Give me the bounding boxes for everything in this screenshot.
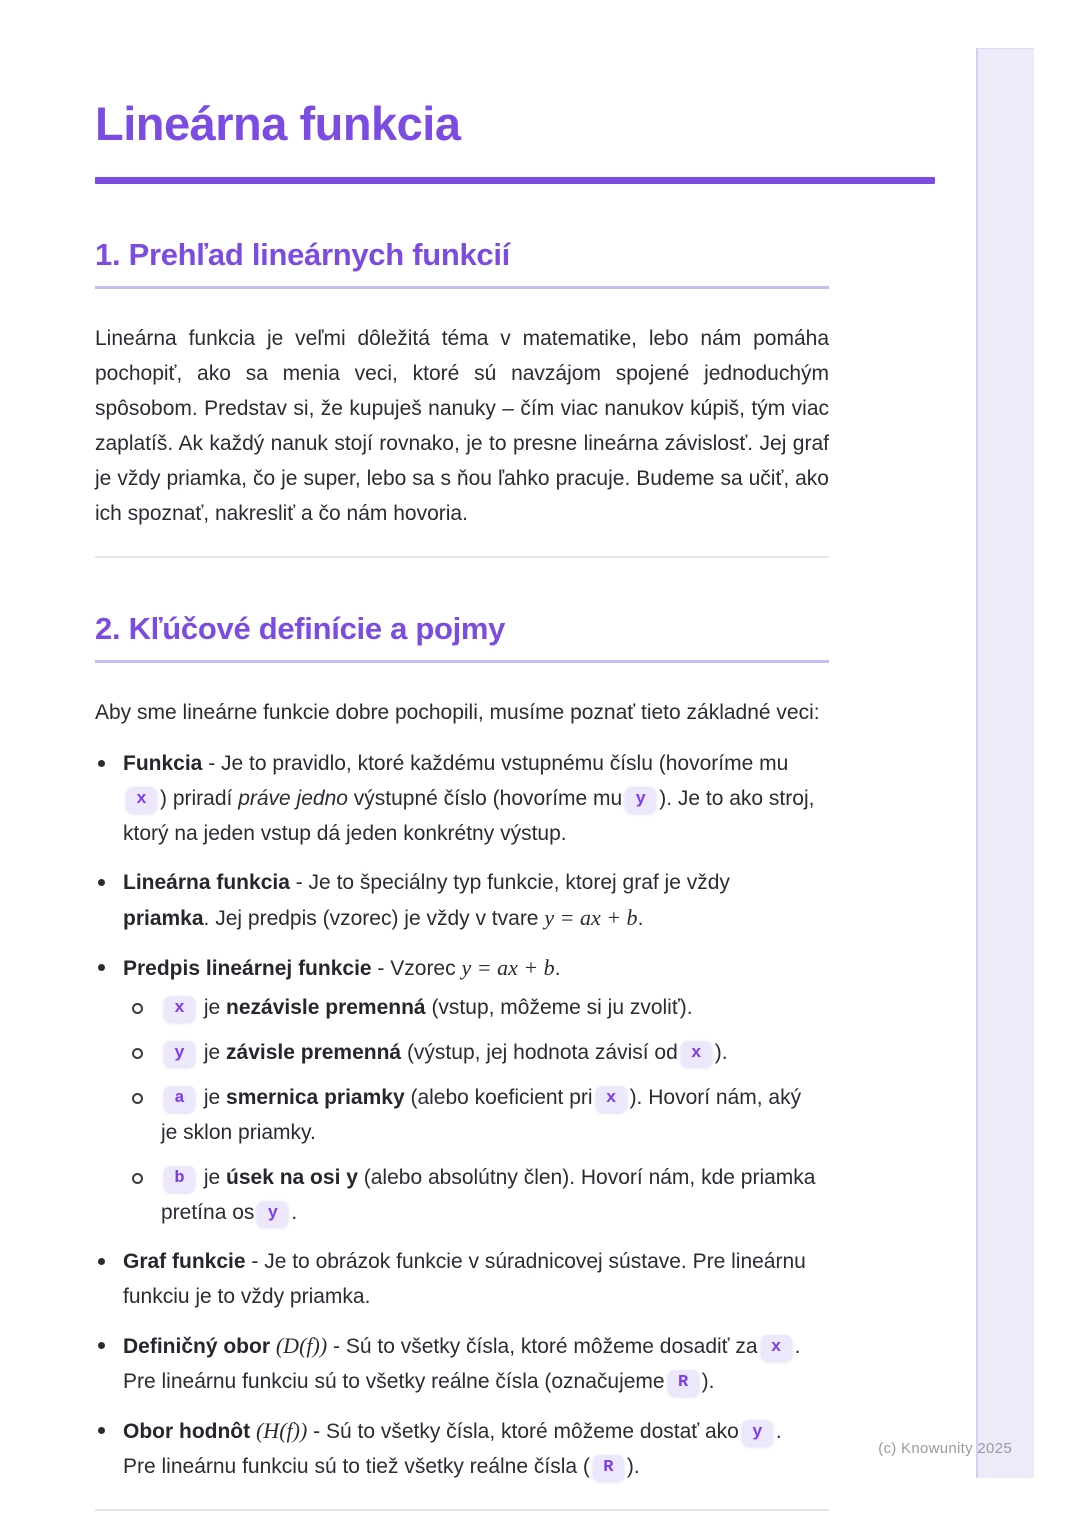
inline-code-badge: y — [257, 1201, 288, 1227]
bold-term: Obor hodnôt — [123, 1420, 251, 1443]
text-run: . Pre lineárnu funkciu sú to tiež všetky reálne čísla ( — [123, 1420, 782, 1478]
inline-code-badge: x — [126, 787, 157, 813]
text-run: (výstup, jej hodnota závisí od — [401, 1041, 678, 1064]
text-run: ). — [626, 1455, 640, 1478]
inline-code-badge: x — [681, 1041, 712, 1067]
bold-term: Lineárna funkcia — [123, 871, 290, 894]
text-run: . — [291, 1201, 298, 1224]
text-run: je — [198, 1166, 227, 1189]
inline-code-badge: R — [668, 1370, 699, 1396]
text-run: je — [198, 1086, 227, 1109]
list-item — [95, 1244, 819, 1314]
bottom-divider — [95, 1509, 829, 1511]
bold-term: smernica priamky — [226, 1086, 405, 1109]
math-formula: (H(f)) — [255, 1418, 308, 1443]
inline-code-badge: y — [164, 1041, 195, 1067]
definitions-list — [95, 746, 819, 1484]
overview-paragraph: Lineárna funkcia je veľmi dôležitá téma v matematike, lebo nám pomáha pochopiť, ako sa menia veci, ktoré sú navzájom spojené jednoduchým spôsobom. Predstav si, že kupuješ nanuky – čím viac nanukov kúpiš, tým viac zaplatíš. Ak každý nanuk stojí rovnako, je to presne lineárna závislosť. Jej graf je vždy priamka, čo je super, lebo sa s ňou ľahko pracuje. Budeme sa učiť, ako ich spoznať, nakresliť a čo nám hovoria. — [95, 327, 829, 525]
definitions-intro: Aby sme lineárne funkcie dobre pochopili, musíme poznať tieto základné veci: — [95, 701, 820, 724]
sub-list — [123, 990, 819, 1230]
text-run: . Pre lineárnu funkciu sú to všetky reálne čísla (označujeme — [123, 1335, 801, 1393]
section-overview — [95, 236, 940, 558]
bold-term: závisle premenná — [226, 1041, 402, 1064]
text-run: . — [637, 907, 644, 930]
math-formula: y = ax + b — [461, 955, 555, 980]
list-item — [123, 1080, 819, 1150]
inline-code-badge: y — [742, 1420, 773, 1446]
section-heading: 1. Prehľad lineárnych funkcií — [95, 237, 510, 272]
text-run: - Sú to všetky čísla, ktoré môžeme dostať ako — [307, 1420, 739, 1443]
text-run: . Jej predpis (vzorec) je vždy v tvare — [203, 907, 545, 930]
bold-term: Definičný obor — [123, 1335, 271, 1358]
inline-code-badge: y — [625, 787, 656, 813]
section-heading-underline — [95, 286, 829, 289]
inline-code-badge: x — [164, 996, 195, 1022]
title-underline — [95, 177, 935, 184]
bold-term: Graf funkcie — [123, 1250, 246, 1273]
list-item — [123, 1160, 819, 1230]
section-divider — [95, 556, 829, 558]
text-run: ). Je to ako stroj, ktorý na jeden vstup dá jeden konkrétny výstup. — [123, 787, 815, 845]
list-item — [95, 865, 819, 936]
text-run: (alebo koeficient pri — [404, 1086, 593, 1109]
bold-term: nezávisle premenná — [226, 996, 426, 1019]
list-item — [95, 746, 819, 851]
text-run: ). — [701, 1370, 715, 1393]
text-run: - Je to obrázok funkcie v súradnicovej sústave. Pre lineárnu funkciu je to vždy priamka. — [123, 1250, 806, 1308]
text-run: (vstup, môžeme si ju zvoliť). — [425, 996, 693, 1019]
section-heading-underline — [95, 660, 829, 663]
right-margin-stripe — [976, 48, 1034, 1478]
inline-code-badge: x — [596, 1086, 627, 1112]
list-item — [123, 990, 819, 1025]
text-run: . — [554, 957, 561, 980]
list-item — [123, 1035, 819, 1070]
text-run: ). Hovorí nám, aký je sklon priamky. — [161, 1086, 802, 1144]
list-item — [95, 950, 819, 1230]
text-run: je — [198, 1041, 227, 1064]
inline-code-badge: R — [593, 1455, 624, 1481]
text-run: (alebo absolútny člen). Hovorí nám, kde priamka pretína os — [161, 1166, 816, 1224]
math-formula: y = ax + b — [544, 905, 638, 930]
inline-code-badge: b — [164, 1166, 195, 1192]
document-content — [95, 0, 940, 1511]
copyright-watermark: (c) Knowunity 2025 — [878, 1440, 1012, 1457]
list-item — [95, 1328, 819, 1399]
section-heading: 2. Kľúčové definície a pojmy — [95, 611, 506, 646]
text-run: - Sú to všetky čísla, ktoré môžeme dosadiť za — [327, 1335, 758, 1358]
text-run: - Je to špeciálny typ funkcie, ktorej graf je vždy — [289, 871, 730, 894]
bold-term: Predpis lineárnej funkcie — [123, 957, 372, 980]
text-run: - Je to pravidlo, ktoré každému vstupnému číslu (hovoríme mu — [202, 752, 789, 775]
inline-code-badge: x — [761, 1335, 792, 1361]
text-run: ) priradí — [160, 787, 239, 810]
inline-code-badge: a — [164, 1086, 195, 1112]
math-formula: (D(f)) — [275, 1333, 328, 1358]
section-definitions — [95, 610, 940, 1511]
bold-term: priamka — [123, 907, 204, 930]
text-run: - Vzorec — [371, 957, 462, 980]
bold-term: úsek na osi y — [226, 1166, 358, 1189]
bold-term: Funkcia — [123, 752, 203, 775]
text-run: ). — [714, 1041, 728, 1064]
text-run: výstupné číslo (hovoríme mu — [347, 787, 623, 810]
italic-text: práve jedno — [238, 787, 348, 810]
page-title: Lineárna funkcia — [95, 97, 461, 150]
text-run: je — [198, 996, 227, 1019]
list-item — [95, 1413, 819, 1484]
